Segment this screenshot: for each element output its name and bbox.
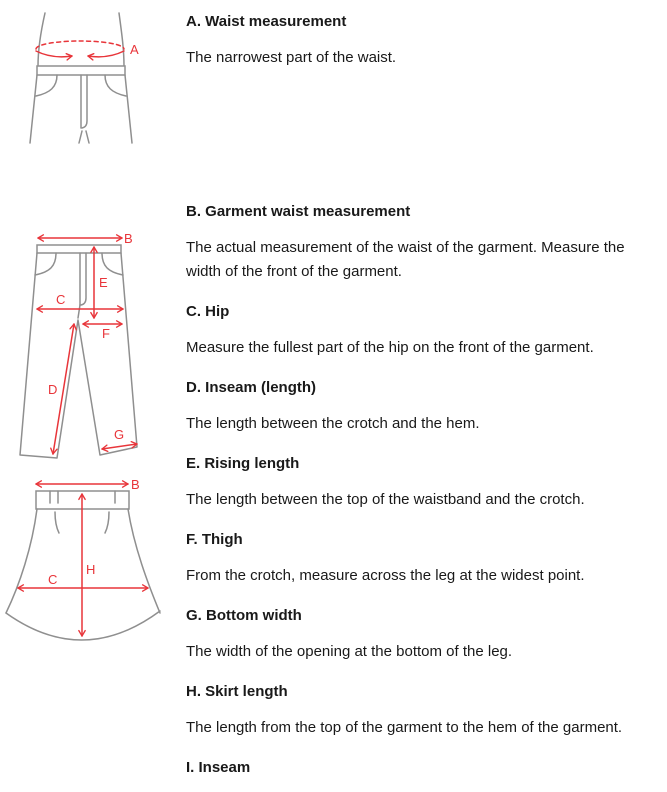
section-body-h: The length from the top of the garment to the hem of the garment. — [186, 719, 623, 736]
measure-label-g: G — [114, 427, 125, 442]
definitions-column — [186, 10, 663, 792]
measure-label-c: C — [56, 292, 66, 307]
section-body-f: From the crotch, measure across the leg at the widest point. — [186, 567, 585, 584]
section-gap — [186, 86, 663, 200]
skirt-garment-outline — [6, 491, 160, 640]
measure-label-c2: C — [48, 572, 58, 587]
pants-diagram — [0, 225, 150, 465]
section-body-g: The width of the opening at the bottom of the leg. — [186, 643, 513, 660]
measure-label-e: E — [99, 275, 108, 290]
measure-label-h: H — [86, 562, 96, 577]
section-body-d: The length between the crotch and the hem. — [186, 415, 480, 432]
skirt-diagram — [0, 472, 180, 667]
section-body-e: The length between the top of the waistband and the crotch. — [186, 491, 585, 508]
section-title-b: B. Garment waist measurement — [186, 203, 411, 220]
measure-label-a: A — [130, 42, 139, 57]
measure-label-b: B — [124, 231, 133, 246]
measure-arrow-a — [36, 41, 124, 57]
section-body-a: The narrowest part of the waist. — [186, 49, 397, 66]
section-title-e: E. Rising length — [186, 455, 300, 472]
section-title-h: H. Skirt length — [186, 683, 288, 700]
measure-label-b2: B — [131, 477, 140, 492]
section-title-a: A. Waist measurement — [186, 13, 347, 30]
measure-label-f: F — [102, 326, 110, 341]
waist-garment-outline — [30, 13, 132, 143]
section-title-i: I. Inseam — [186, 759, 251, 776]
section-title-f: F. Thigh — [186, 531, 243, 548]
section-title-d: D. Inseam (length) — [186, 379, 317, 396]
section-body-c: Measure the fullest part of the hip on the front of the garment. — [186, 339, 594, 356]
section-title-g: G. Bottom width — [186, 607, 302, 624]
waist-diagram — [0, 0, 180, 150]
section-title-c: C. Hip — [186, 303, 230, 320]
section-body-b: The actual measurement of the waist of the garment. Measure the width of the front of the garment. — [186, 239, 625, 280]
measure-label-d: D — [48, 382, 58, 397]
